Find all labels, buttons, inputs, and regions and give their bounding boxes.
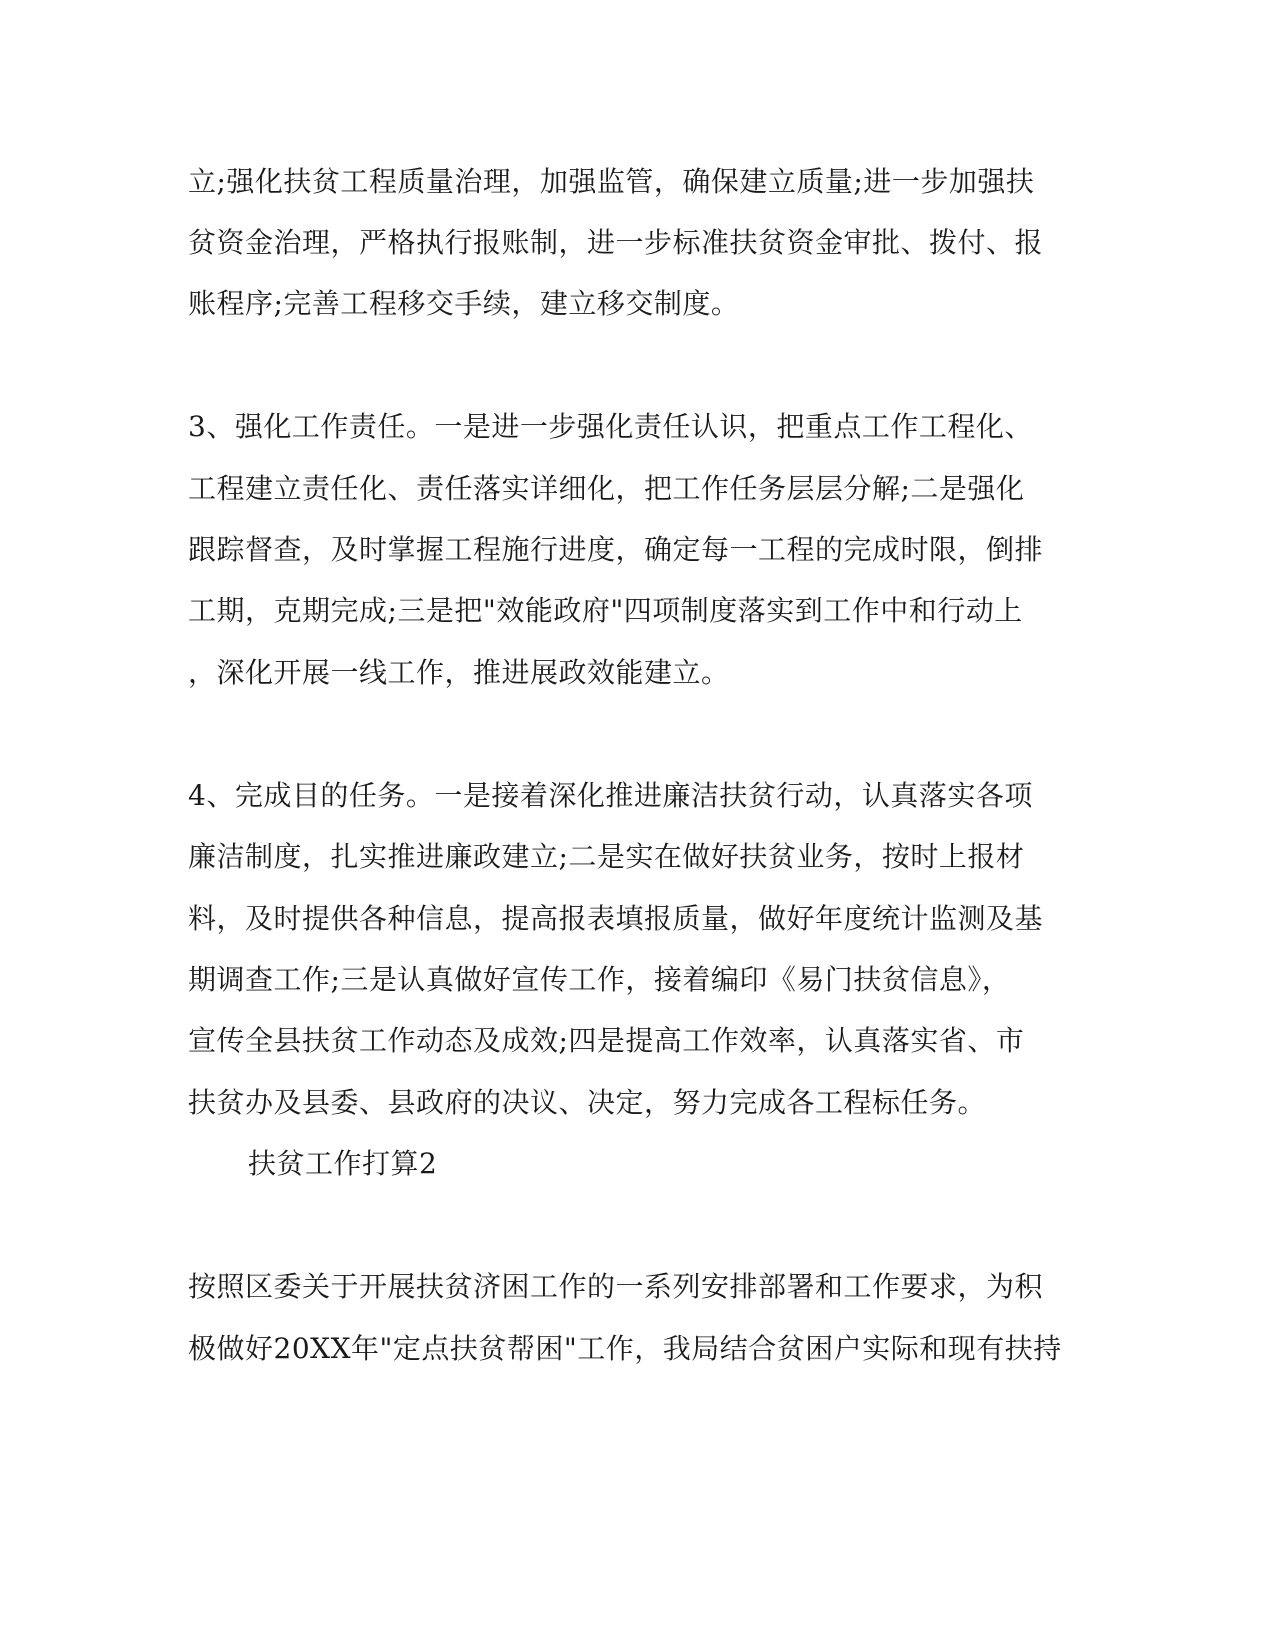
paragraph-3-line-5: 宣传全县扶贫工作动态及成效;四是提高工作效率，认真落实省、市 bbox=[188, 1024, 1025, 1057]
paragraph-3-line-1: 4、完成目的任务。一是接着深化推进廉洁扶贫行动，认真落实各项 bbox=[188, 779, 1033, 812]
paragraph-2-line-5: ，深化开展一线工作，推进展政效能建立。 bbox=[188, 656, 730, 689]
paragraph-3-line-4: 期调查工作;三是认真做好宣传工作，接着编印《易门扶贫信息》， bbox=[188, 963, 1011, 996]
paragraph-3-line-2: 廉洁制度，扎实推进廉政建立;二是实在做好扶贫业务，按时上报材 bbox=[188, 840, 1025, 873]
paragraph-4-line-1: 按照区委关于开展扶贫济困工作的一系列安排部署和工作要求，为积 bbox=[188, 1270, 1044, 1303]
paragraph-1-line-2: 贫资金治理，严格执行报账制，进一步标准扶贫资金审批、拨付、报 bbox=[188, 226, 1044, 259]
paragraph-3-line-3: 料，及时提供各种信息，提高报表填报质量，做好年度统计监测及基 bbox=[188, 902, 1044, 935]
paragraph-1-line-3: 账程序;完善工程移交手续，建立移交制度。 bbox=[188, 287, 740, 320]
paragraph-1-line-1: 立;强化扶贫工程质量治理，加强监管，确保建立质量;进一步加强扶 bbox=[188, 165, 1035, 198]
paragraph-3-line-6: 扶贫办及县委、县政府的决议、决定，努力完成各工程标任务。 bbox=[188, 1086, 987, 1119]
paragraph-4-line-2: 极做好20XX年"定点扶贫帮困"工作，我局结合贫困户实际和现有扶持 bbox=[188, 1332, 1062, 1365]
paragraph-2-line-1: 3、强化工作责任。一是进一步强化责任认识，把重点工作工程化、 bbox=[188, 410, 1033, 443]
paragraph-2-line-3: 跟踪督查，及时掌握工程施行进度，确定每一工程的完成时限，倒排 bbox=[188, 533, 1044, 566]
section-heading: 扶贫工作打算2 bbox=[248, 1147, 438, 1180]
paragraph-2-line-2: 工程建立责任化、责任落实详细化，把工作任务层层分解;二是强化 bbox=[188, 472, 1025, 505]
paragraph-2-line-4: 工期，克期完成;三是把"效能政府"四项制度落实到工作中和行动上 bbox=[188, 594, 1023, 627]
